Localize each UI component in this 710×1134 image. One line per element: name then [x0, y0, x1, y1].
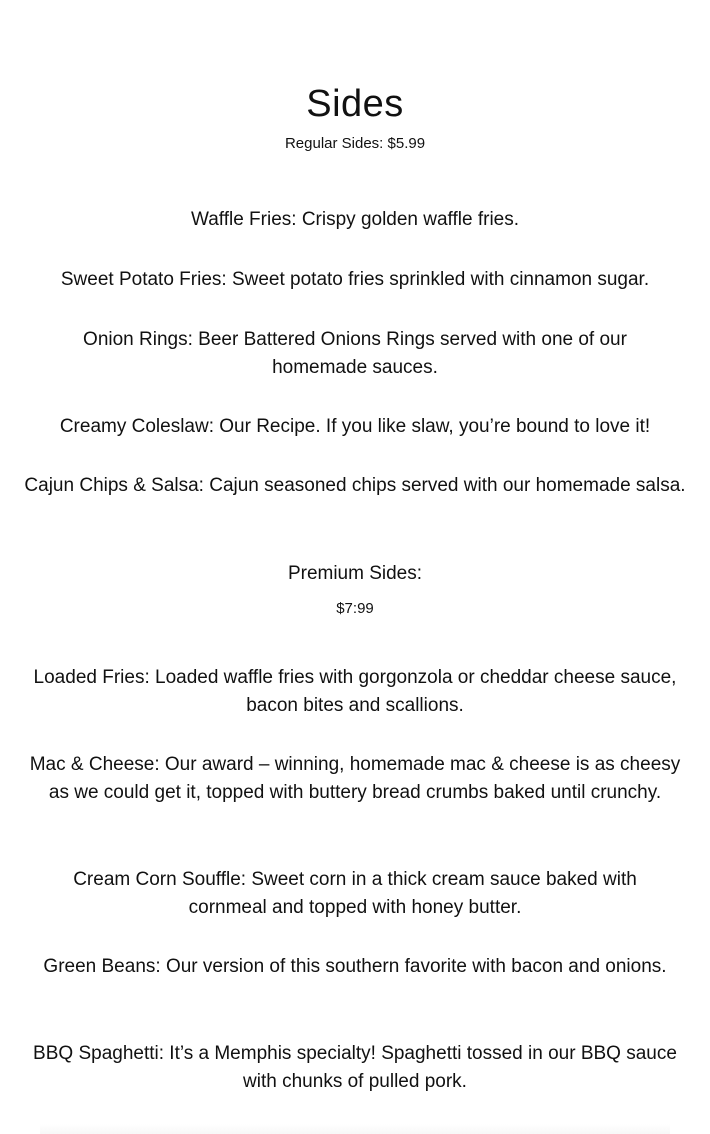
menu-item-mac-and-cheese: Mac & Cheese: Our award – winning, homemade mac & cheese is as cheesy as we could get it, topped with buttery bread crumbs baked until crunchy.: [29, 754, 681, 803]
menu-item-sweet-potato-fries: Sweet Potato Fries: Sweet potato fries sprinkled with cinnamon sugar.: [60, 269, 650, 290]
menu-item-waffle-fries: Waffle Fries: Crispy golden waffle fries.: [190, 209, 520, 230]
cut-off-text-fade: [40, 1124, 670, 1134]
premium-sides-heading: Premium Sides:: [287, 563, 423, 584]
menu-item-bbq-spaghetti: BBQ Spaghetti: It’s a Memphis specialty! Spaghetti tossed in our BBQ sauce with chunks of pulled pork.: [33, 1043, 677, 1092]
menu-item-cajun-chips-salsa: Cajun Chips & Salsa: Cajun seasoned chips served with our homemade salsa.: [24, 475, 686, 496]
premium-sides-price: $7:99: [336, 600, 374, 617]
menu-item-creamy-coleslaw: Creamy Coleslaw: Our Recipe. If you like slaw, you’re bound to love it!: [59, 416, 651, 437]
menu-item-cream-corn-souffle: Cream Corn Souffle: Sweet corn in a thick cream sauce baked with cornmeal and topped with honey butter.: [73, 869, 637, 918]
menu-item-loaded-fries: Loaded Fries: Loaded waffle fries with gorgonzola or cheddar cheese sauce, bacon bites and scallions.: [33, 667, 677, 716]
page-title: Sides: [306, 83, 404, 125]
regular-sides-price: Regular Sides: $5.99: [284, 135, 426, 152]
menu-item-onion-rings: Onion Rings: Beer Battered Onions Rings served with one of our homemade sauces.: [83, 329, 627, 378]
menu-item-green-beans: Green Beans: Our version of this southern favorite with bacon and onions.: [43, 956, 667, 977]
